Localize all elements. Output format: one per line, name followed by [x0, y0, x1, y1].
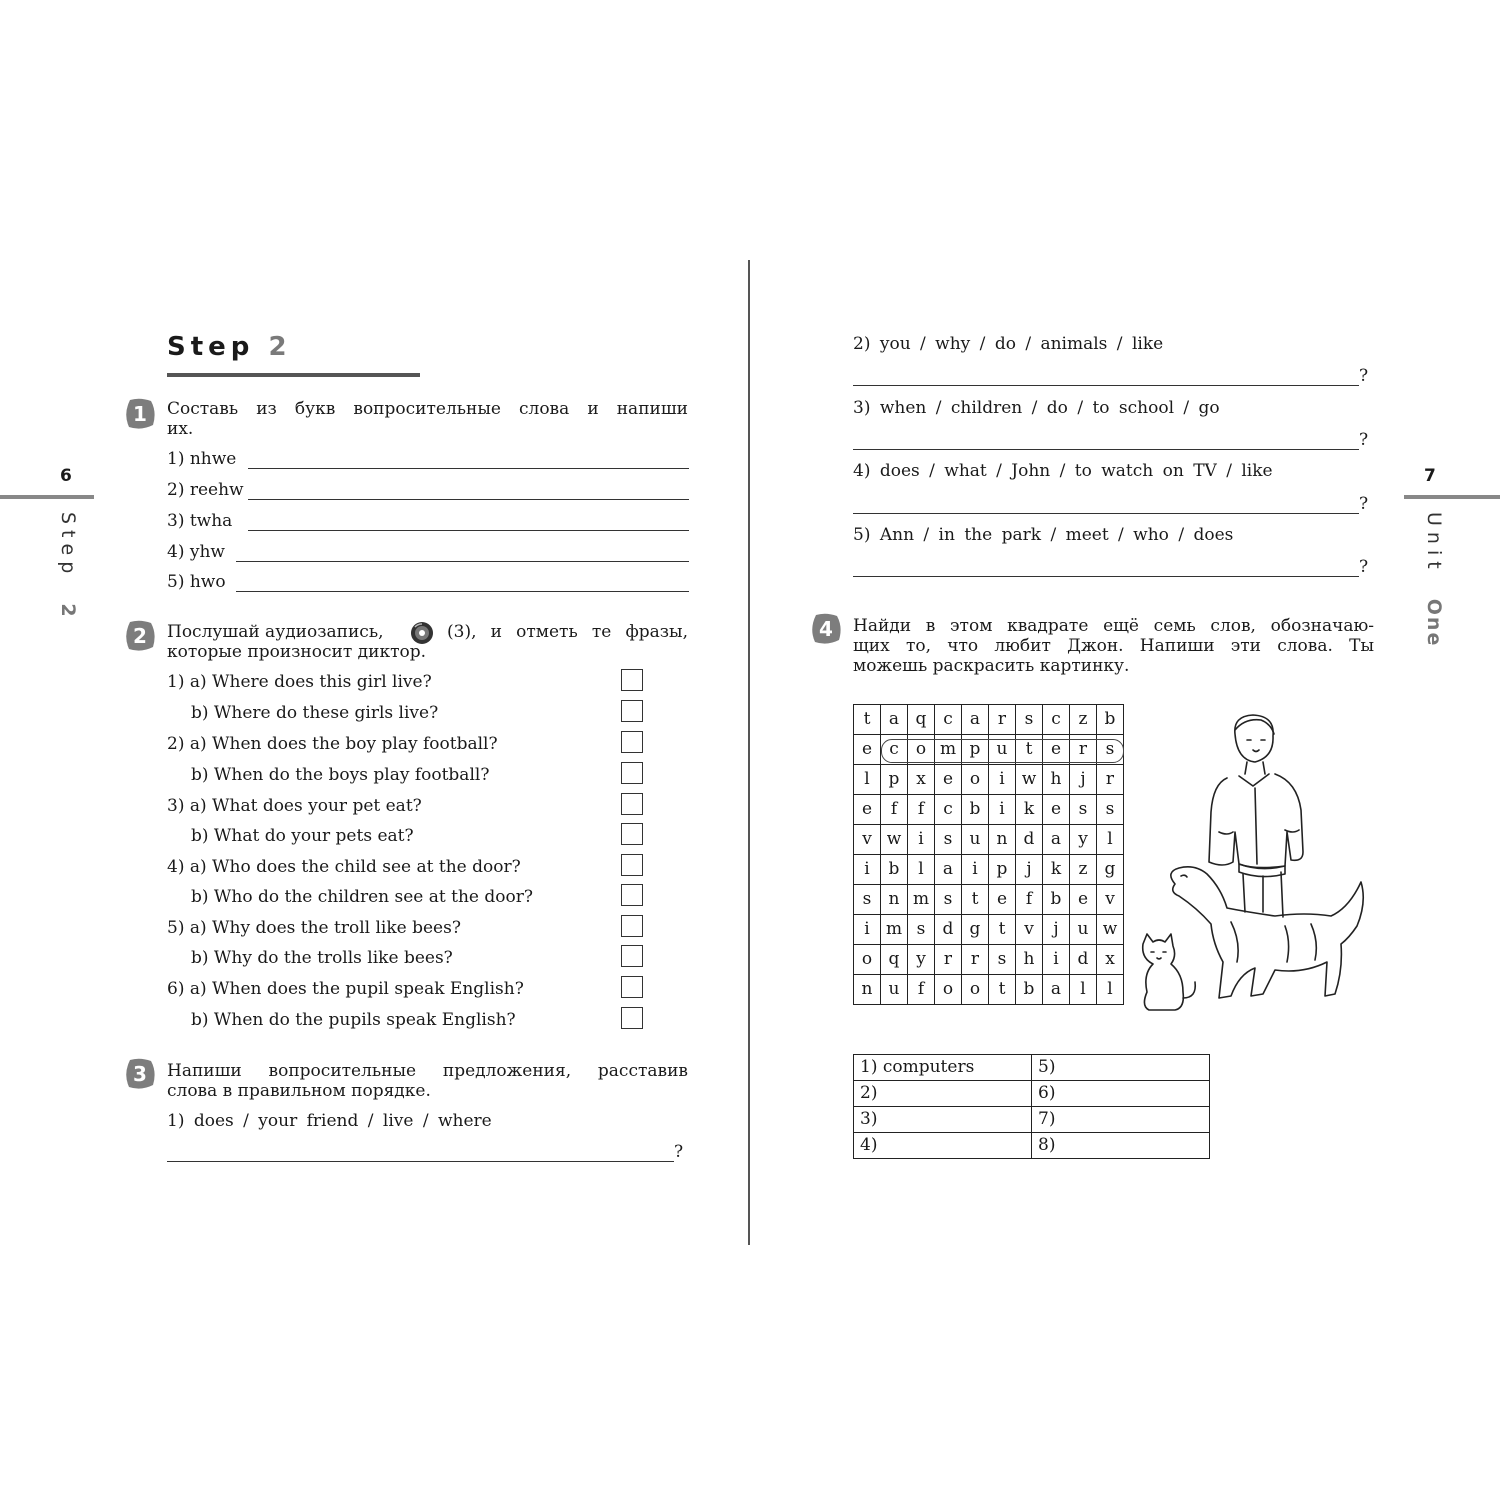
ex1-instruction-line1: Составь из букв вопросительные слова и напиши: [167, 399, 688, 419]
grid-letter-cell[interactable]: f: [1016, 885, 1043, 915]
grid-letter-cell[interactable]: t: [962, 885, 989, 915]
grid-letter-cell[interactable]: p: [989, 855, 1016, 885]
grid-letter-cell[interactable]: i: [854, 855, 881, 885]
grid-letter-cell[interactable]: n: [989, 825, 1016, 855]
grid-letter-cell[interactable]: s: [1097, 735, 1124, 765]
grid-letter-cell[interactable]: k: [1043, 855, 1070, 885]
ex1-item-4: 4) yhw: [167, 542, 225, 562]
cat-icon: [1143, 934, 1184, 1010]
ex3-answer-line-4[interactable]: [853, 513, 1359, 514]
grid-letter-cell[interactable]: c: [1043, 705, 1070, 735]
grid-letter-cell[interactable]: u: [989, 735, 1016, 765]
grid-row: [854, 885, 1124, 915]
grid-letter-cell[interactable]: a: [1043, 825, 1070, 855]
grid-letter-cell[interactable]: u: [881, 975, 908, 1005]
grid-row: [854, 705, 1124, 735]
grid-letter-cell[interactable]: i: [908, 825, 935, 855]
ex4-instruction-line3: можешь раскрасить картинку.: [853, 656, 1130, 676]
ex2-checkbox[interactable]: [621, 762, 643, 784]
grid-letter-cell[interactable]: r: [989, 705, 1016, 735]
grid-letter-cell[interactable]: h: [1016, 945, 1043, 975]
ex2-checkbox[interactable]: [621, 823, 643, 845]
grid-letter-cell[interactable]: i: [989, 765, 1016, 795]
badge-number: 1: [133, 402, 147, 426]
ex2-item: 6) a) When does the pupil speak English?: [167, 979, 524, 999]
badge-number: 2: [133, 624, 147, 648]
ex1-item-1: 1) nhwe: [167, 449, 237, 469]
answers-row: [854, 1081, 1210, 1107]
grid-letter-cell[interactable]: o: [908, 735, 935, 765]
ex1-item-3: 3) twha: [167, 511, 233, 531]
ex1-item-5: 5) hwo: [167, 572, 226, 592]
grid-letter-cell[interactable]: m: [908, 885, 935, 915]
grid-letter-cell[interactable]: b: [1097, 705, 1124, 735]
badge-number: 3: [133, 1062, 147, 1086]
grid-letter-cell[interactable]: q: [908, 705, 935, 735]
ex2-item: b) Who do the children see at the door?: [191, 887, 533, 907]
page-heading: [167, 332, 292, 362]
grid-letter-cell[interactable]: y: [1070, 825, 1097, 855]
grid-letter-cell[interactable]: r: [962, 945, 989, 975]
ex2-checkbox[interactable]: [621, 669, 643, 691]
ex2-checkbox[interactable]: [621, 915, 643, 937]
ex1-answer-line-2[interactable]: [248, 499, 689, 500]
side-tab-rule-left: [0, 495, 94, 499]
ex2-item: b) When do the boys play football?: [191, 765, 490, 785]
grid-letter-cell[interactable]: i: [989, 795, 1016, 825]
ex1-instruction-line2: их.: [167, 419, 194, 439]
grid-letter-cell[interactable]: j: [1043, 915, 1070, 945]
grid-letter-cell[interactable]: c: [935, 795, 962, 825]
grid-letter-cell[interactable]: w: [1097, 915, 1124, 945]
grid-letter-cell[interactable]: n: [854, 975, 881, 1005]
grid-letter-cell[interactable]: z: [1070, 705, 1097, 735]
grid-letter-cell[interactable]: e: [1070, 885, 1097, 915]
ex2-item: b) Where do these girls live?: [191, 703, 439, 723]
grid-letter-cell[interactable]: e: [854, 795, 881, 825]
answer-cell[interactable]: 4): [854, 1133, 1032, 1159]
boy-head-icon: [1235, 715, 1273, 762]
answer-cell[interactable]: 2): [854, 1081, 1032, 1107]
grid-letter-cell[interactable]: s: [1016, 705, 1043, 735]
grid-letter-cell[interactable]: s: [989, 945, 1016, 975]
ex4-instruction-line1: Найди в этом квадрате ещё семь слов, обозначаю-: [853, 616, 1374, 636]
grid-letter-cell[interactable]: d: [935, 915, 962, 945]
grid-letter-cell[interactable]: w: [1016, 765, 1043, 795]
grid-letter-cell[interactable]: e: [935, 765, 962, 795]
side-tab-word: Step: [57, 512, 79, 580]
grid-letter-cell[interactable]: s: [935, 885, 962, 915]
grid-letter-cell[interactable]: n: [881, 885, 908, 915]
grid-letter-cell[interactable]: g: [962, 915, 989, 945]
grid-letter-cell[interactable]: m: [935, 735, 962, 765]
grid-letter-cell[interactable]: u: [962, 825, 989, 855]
grid-letter-cell[interactable]: q: [881, 945, 908, 975]
grid-letter-cell[interactable]: l: [1097, 825, 1124, 855]
found-word-highlight: [881, 739, 1124, 763]
ex1-answer-line-1[interactable]: [248, 468, 689, 469]
grid-letter-cell[interactable]: s: [1070, 795, 1097, 825]
grid-letter-cell[interactable]: d: [1016, 825, 1043, 855]
grid-letter-cell[interactable]: d: [1070, 945, 1097, 975]
grid-letter-cell[interactable]: f: [908, 795, 935, 825]
exercise-badge-1: [124, 398, 156, 430]
ex1-item-2: 2) reehw: [167, 480, 244, 500]
answer-cell[interactable]: 1) computers: [854, 1055, 1032, 1081]
side-tab-label-left: [57, 512, 79, 623]
answer-cell[interactable]: 5): [1032, 1055, 1210, 1081]
ex3-instruction-line2: слова в правильном порядке.: [167, 1081, 431, 1101]
grid-letter-cell[interactable]: h: [1043, 765, 1070, 795]
ex2-item: 2) a) When does the boy play football?: [167, 734, 498, 754]
answers-row: [854, 1133, 1210, 1159]
grid-letter-cell[interactable]: e: [854, 735, 881, 765]
grid-letter-cell[interactable]: r: [935, 945, 962, 975]
ex1-answer-line-3[interactable]: [248, 530, 689, 531]
grid-letter-cell[interactable]: v: [1016, 915, 1043, 945]
boy-dog-cat-illustration: [1135, 712, 1375, 1017]
exercise-badge-4: [810, 613, 842, 645]
ex2-item: 5) a) Why does the troll like bees?: [167, 918, 461, 938]
grid-letter-cell[interactable]: a: [1043, 975, 1070, 1005]
grid-letter-cell[interactable]: g: [1097, 855, 1124, 885]
ex3-answer-line-2[interactable]: [853, 385, 1359, 386]
grid-letter-cell[interactable]: a: [962, 705, 989, 735]
grid-letter-cell[interactable]: w: [881, 825, 908, 855]
answers-row: [854, 1107, 1210, 1133]
side-tab-num: One: [1423, 598, 1445, 648]
exercise-badge-3: [124, 1058, 156, 1090]
ex2-checkbox[interactable]: [621, 700, 643, 722]
grid-letter-cell[interactable]: y: [908, 945, 935, 975]
grid-row: [854, 945, 1124, 975]
question-mark: ?: [674, 1142, 684, 1162]
answers-row: [854, 1055, 1210, 1081]
grid-letter-cell[interactable]: u: [1070, 915, 1097, 945]
grid-letter-cell[interactable]: r: [1070, 735, 1097, 765]
grid-letter-cell[interactable]: c: [881, 735, 908, 765]
heading-number: 2: [268, 332, 292, 362]
exercise-badge-2: [124, 620, 156, 652]
page-gutter-divider: [748, 260, 750, 1245]
question-mark: ?: [1359, 366, 1369, 386]
dog-icon: [1171, 867, 1363, 998]
grid-letter-cell[interactable]: r: [1097, 765, 1124, 795]
grid-letter-cell[interactable]: z: [1070, 855, 1097, 885]
grid-row: [854, 975, 1124, 1005]
grid-letter-cell[interactable]: x: [908, 765, 935, 795]
grid-row: [854, 795, 1124, 825]
ex2-item: b) When do the pupils speak English?: [191, 1010, 516, 1030]
grid-letter-cell[interactable]: t: [989, 975, 1016, 1005]
grid-letter-cell[interactable]: o: [962, 975, 989, 1005]
grid-letter-cell[interactable]: t: [989, 915, 1016, 945]
grid-letter-cell[interactable]: b: [962, 795, 989, 825]
grid-letter-cell[interactable]: i: [1043, 945, 1070, 975]
grid-letter-cell[interactable]: b: [1043, 885, 1070, 915]
grid-letter-cell[interactable]: s: [854, 885, 881, 915]
grid-letter-cell[interactable]: l: [1070, 975, 1097, 1005]
side-tab-label-right: [1423, 512, 1445, 647]
side-tab-num: 2: [57, 603, 79, 623]
grid-letter-cell[interactable]: m: [881, 915, 908, 945]
grid-row: [854, 765, 1124, 795]
grid-letter-cell[interactable]: f: [881, 795, 908, 825]
grid-letter-cell[interactable]: t: [854, 705, 881, 735]
grid-row: [854, 855, 1124, 885]
grid-letter-cell[interactable]: l: [1097, 975, 1124, 1005]
grid-letter-cell[interactable]: b: [1016, 975, 1043, 1005]
ex1-answer-line-5[interactable]: [236, 591, 689, 592]
grid-letter-cell[interactable]: v: [854, 825, 881, 855]
grid-letter-cell[interactable]: s: [908, 915, 935, 945]
ex2-instruction-line2: которые произносит диктор.: [167, 642, 427, 662]
answer-cell[interactable]: 3): [854, 1107, 1032, 1133]
question-mark: ?: [1359, 557, 1369, 577]
grid-letter-cell[interactable]: o: [935, 975, 962, 1005]
heading-word: Step: [167, 332, 255, 362]
grid-letter-cell[interactable]: j: [1016, 855, 1043, 885]
ex4-instruction-line2: щих то, что любит Джон. Напиши эти слова. Ты: [853, 636, 1374, 656]
ex3-item-1: 1) does / your friend / live / where: [167, 1111, 492, 1131]
grid-letter-cell[interactable]: s: [935, 825, 962, 855]
grid-letter-cell[interactable]: c: [935, 705, 962, 735]
grid-letter-cell[interactable]: l: [854, 765, 881, 795]
grid-letter-cell[interactable]: e: [1043, 735, 1070, 765]
ex2-item: 1) a) Where does this girl live?: [167, 672, 432, 692]
side-tab-rule-right: [1404, 495, 1500, 499]
grid-letter-cell[interactable]: v: [1097, 885, 1124, 915]
grid-letter-cell[interactable]: a: [935, 855, 962, 885]
grid-letter-cell[interactable]: o: [962, 765, 989, 795]
grid-letter-cell[interactable]: k: [1016, 795, 1043, 825]
ex3-item-2: 2) you / why / do / animals / like: [853, 334, 1164, 354]
ex3-answer-line-3[interactable]: [853, 449, 1359, 450]
ex2-checkbox[interactable]: [621, 1007, 643, 1029]
ex3-answer-line-1[interactable]: [167, 1161, 674, 1162]
side-tab-word: Unit: [1423, 512, 1445, 575]
badge-number: 4: [819, 617, 833, 641]
grid-letter-cell[interactable]: i: [962, 855, 989, 885]
grid-letter-cell[interactable]: s: [1097, 795, 1124, 825]
grid-letter-cell[interactable]: i: [854, 915, 881, 945]
grid-letter-cell[interactable]: e: [989, 885, 1016, 915]
grid-row: [854, 915, 1124, 945]
ex3-answer-line-5[interactable]: [853, 576, 1359, 577]
answer-cell[interactable]: 6): [1032, 1081, 1210, 1107]
grid-letter-cell[interactable]: a: [881, 705, 908, 735]
answers-table[interactable]: [853, 1054, 1210, 1159]
heading-underline: [167, 373, 420, 377]
grid-letter-cell[interactable]: t: [1016, 735, 1043, 765]
ex3-item-4: 4) does / what / John / to watch on TV / like: [853, 461, 1273, 481]
ex2-item: b) Why do the trolls like bees?: [191, 948, 453, 968]
page-number-right: 7: [1424, 466, 1436, 486]
answer-cell[interactable]: 8): [1032, 1133, 1210, 1159]
ex2-checkbox[interactable]: [621, 854, 643, 876]
ex3-item-5: 5) Ann / in the park / meet / who / does: [853, 525, 1234, 545]
ex2-item: b) What do your pets eat?: [191, 826, 414, 846]
grid-letter-cell[interactable]: j: [1070, 765, 1097, 795]
grid-letter-cell[interactable]: p: [962, 735, 989, 765]
ex2-checkbox[interactable]: [621, 976, 643, 998]
ex1-answer-line-4[interactable]: [236, 561, 689, 562]
ex2-instruction-line1: [167, 622, 688, 642]
ex2-instruction-part-b: (3), и отметь те фразы,: [447, 622, 688, 642]
grid-letter-cell[interactable]: e: [1043, 795, 1070, 825]
grid-row: [854, 825, 1124, 855]
page-number-left: 6: [60, 466, 72, 486]
ex3-instruction-line1: Напиши вопросительные предложения, расставив: [167, 1061, 688, 1081]
grid-letter-cell[interactable]: l: [908, 855, 935, 885]
ex2-item: 4) a) Who does the child see at the door?: [167, 857, 521, 877]
question-mark: ?: [1359, 430, 1369, 450]
ex2-checkbox[interactable]: [621, 793, 643, 815]
grid-letter-cell[interactable]: f: [908, 975, 935, 1005]
grid-letter-cell[interactable]: o: [854, 945, 881, 975]
ex2-checkbox[interactable]: [621, 945, 643, 967]
grid-letter-cell[interactable]: p: [881, 765, 908, 795]
ex2-item: 3) a) What does your pet eat?: [167, 796, 422, 816]
ex2-checkbox[interactable]: [621, 731, 643, 753]
answer-cell[interactable]: 7): [1032, 1107, 1210, 1133]
ex2-instruction-part-a: Послушай аудиозапись,: [167, 622, 384, 642]
question-mark: ?: [1359, 494, 1369, 514]
grid-letter-cell[interactable]: b: [881, 855, 908, 885]
grid-letter-cell[interactable]: x: [1097, 945, 1124, 975]
ex2-checkbox[interactable]: [621, 884, 643, 906]
ex3-item-3: 3) when / children / do / to school / go: [853, 398, 1220, 418]
